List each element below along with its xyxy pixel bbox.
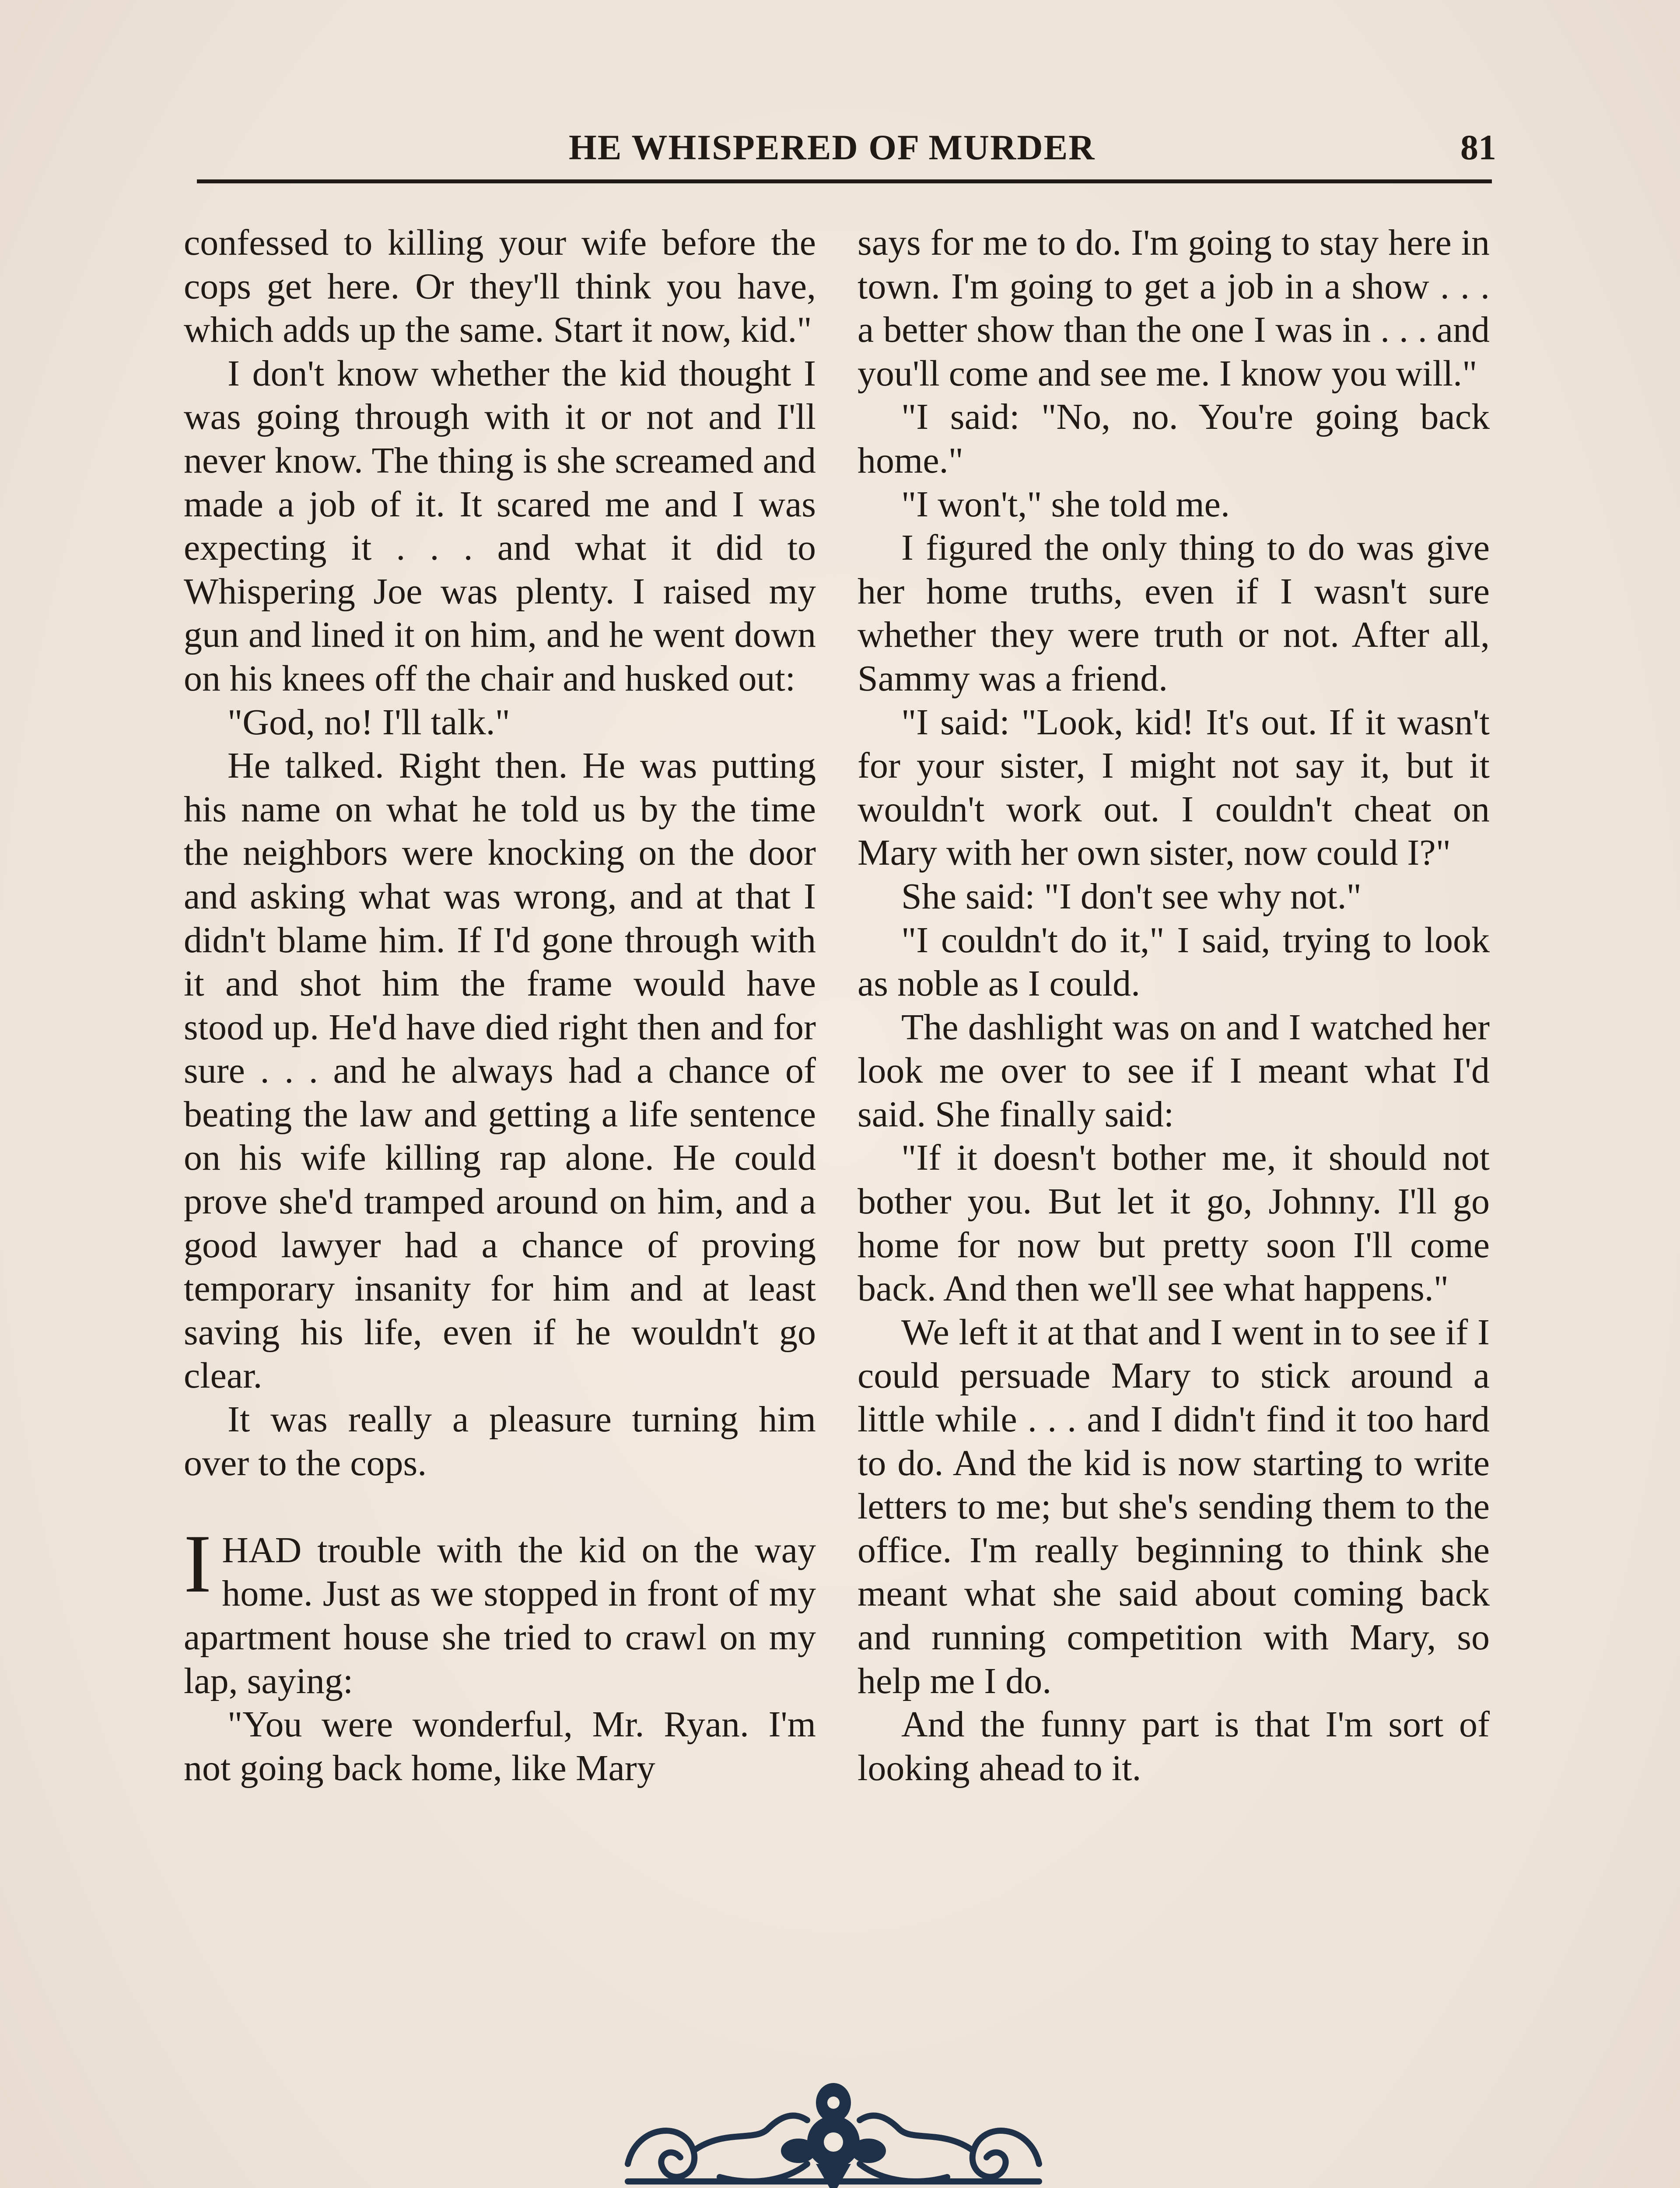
paragraph: "If it doesn't bother me, it should not bother you. But let it go, Johnny. I'll go home for now but pretty soon I'll come back. And then we'll see what happens." [858,1137,1490,1309]
paragraph-text: HAD trouble with the kid on the way home. Just as we stopped in front of my apartment house she tried to crawl on my lap, saying: [184,1529,816,1701]
header-rule [197,179,1492,183]
paragraph: She said: "I don't see why not." [901,876,1362,917]
running-title: HE WHISPERED OF MURDER [569,127,1096,167]
paragraph: I figured the only thing to do was give her home truths, even if I wasn't sure whether they were truth or not. After all, Sammy was a friend. [858,527,1490,699]
paragraph: "I won't," she told me. [901,484,1230,525]
paragraph: I don't know whether the kid thought I was going through with it or not and I'll never know. The thing is she screamed and made a job of it. It scared me and I was expecting it . . . and what it did to Whispering Joe was plenty. I raised my gun and lined it on him, and he went down on his knees off the chair and husked out: [184,353,816,699]
section-opening-paragraph [184,1518,816,1703]
paragraph: "I said: "No, no. You're going back home." [858,396,1490,481]
right-column [858,221,1490,1790]
paragraph: confessed to killing your wife before the cops get here. Or they'll think you have, which adds up the same. Start it now, kid." [184,222,816,351]
paragraph: "I said: "Look, kid! It's out. If it wasn't for your sister, I might not say it, but it wouldn't work out. I couldn't cheat on Mary with her own sister, now could I?" [858,701,1490,873]
page-header [188,127,1496,184]
paragraph: And the funny part is that I'm sort of looking ahead to it. [858,1704,1490,1788]
paragraph: It was really a pleasure turning him over to the cops. [184,1399,816,1483]
paragraph: He talked. Right then. He was putting his name on what he told us by the time the neighbors were knocking on the door and asking what was wrong, and at that I didn't blame him. If I'd gone through with it and shot him the frame would have stood up. He'd have died right then and for sure . . . and he always had a chance of beating the law and getting a life sentence on his wife killing rap alone. He could prove she'd tramped around on him, and a good lawyer had a chance of proving temporary insanity for him and at least saving his life, even if he wouldn't go clear. [184,745,816,1396]
paragraph: "You were wonderful, Mr. Ryan. I'm not going back home, like Mary [184,1704,816,1788]
floral-scroll-ornament-icon [610,2076,1057,2188]
paragraph: says for me to do. I'm going to stay here in town. I'm going to get a job in a show . . . a better show than the one I was in . . . and you'll come and see me. I know you will." [858,222,1490,394]
paragraph: The dashlight was on and I watched her look me over to see if I meant what I'd said. She finally said: [858,1006,1490,1135]
left-column [184,221,816,1790]
paragraph: "God, no! I'll talk." [228,701,510,743]
paragraph: We left it at that and I went in to see if I could persuade Mary to stick around a little while . . . and I didn't find it too hard to do. And the kid is now starting to write letters to me; but she's sending them to the office. I'm really beginning to think she meant what she said about coming back and running competition with Mary, so help me I do. [858,1311,1490,1701]
paragraph: "I couldn't do it," I said, trying to look as noble as I could. [858,919,1490,1004]
drop-cap: I [184,1518,212,1610]
page-number: 81 [1460,127,1496,167]
